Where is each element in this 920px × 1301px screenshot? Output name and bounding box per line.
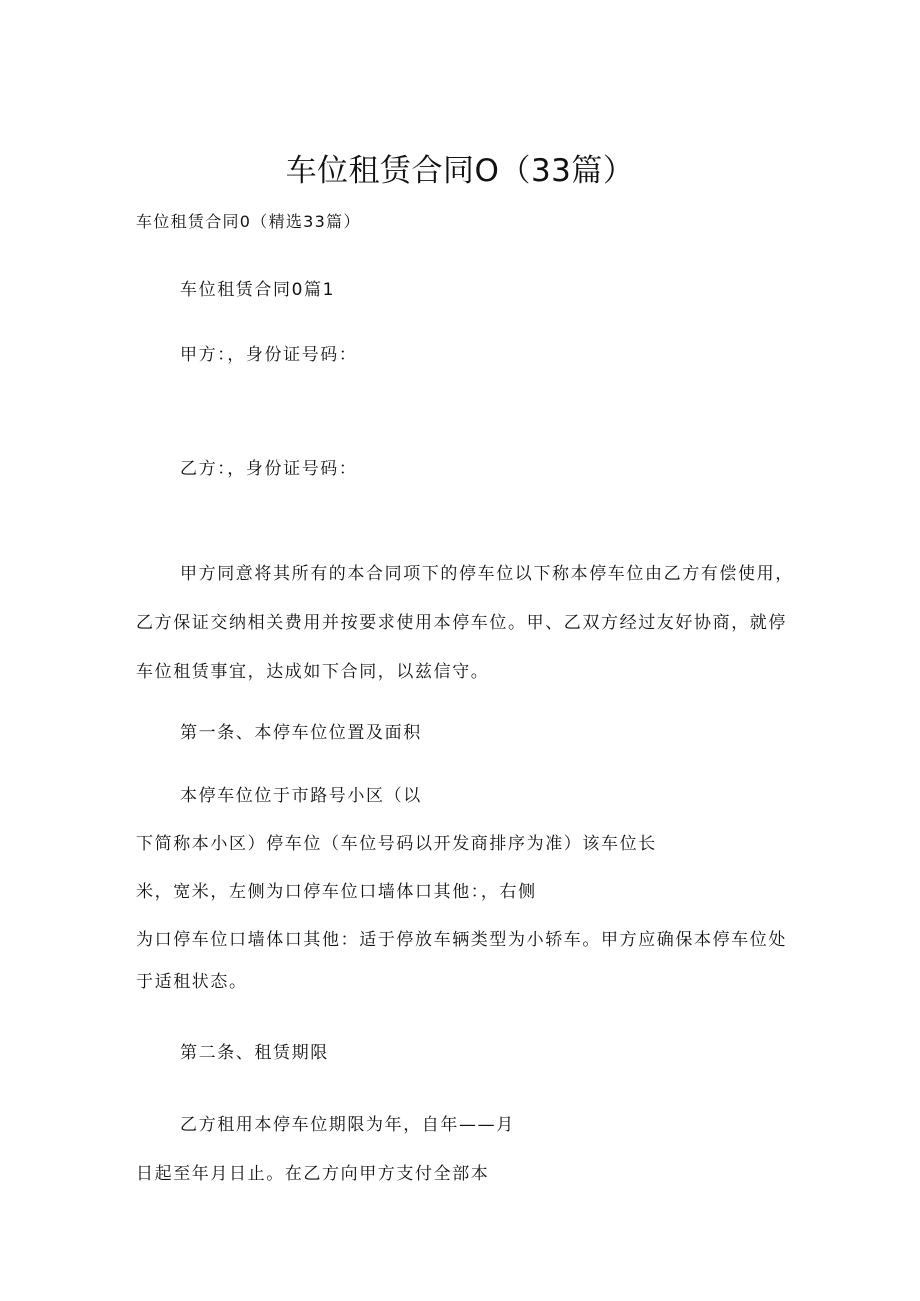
document-title: 车位租赁合同O（33篇）: [285, 153, 635, 189]
article2-heading: 第二条、租赁期限: [180, 1043, 329, 1063]
article1-line-5: 于适租状态。: [136, 972, 248, 992]
article2-line-1: 乙方租用本停车位期限为年，自年——月: [180, 1115, 515, 1135]
article1-line-2: 下简称本小区）停车位（车位号码以开发商排序为准）该车位长: [136, 834, 657, 854]
article1-line-4: 为口停车位口墙体口其他：适于停放车辆类型为小轿车。甲方应确保本停车位处: [136, 930, 787, 950]
intro-line-3: 车位租赁事宜，达成如下合同，以兹信守。: [136, 662, 490, 682]
article1-line-3: 米，宽米，左侧为口停车位口墙体口其他：，右侧: [136, 882, 537, 902]
party-b-line: 乙方：，身份证号码：: [180, 459, 358, 479]
article1-line-1: 本停车位位于市路号小区（以: [180, 786, 422, 806]
section-heading: 车位租赁合同0篇1: [180, 280, 336, 300]
intro-line-2: 乙方保证交纳相关费用并按要求使用本停车位。甲、乙双方经过友好协商，就停: [136, 613, 787, 633]
party-a-line: 甲方：，身份证号码：: [180, 345, 358, 365]
document-subtitle: 车位租赁合同0（精选33篇）: [136, 212, 361, 231]
article1-heading: 第一条、本停车位位置及面积: [180, 723, 422, 743]
article2-line-2: 日起至年月日止。在乙方向甲方支付全部本: [136, 1164, 490, 1184]
intro-line-1: 甲方同意将其所有的本合同项下的停车位以下称本停车位由乙方有偿使用，: [180, 564, 794, 584]
